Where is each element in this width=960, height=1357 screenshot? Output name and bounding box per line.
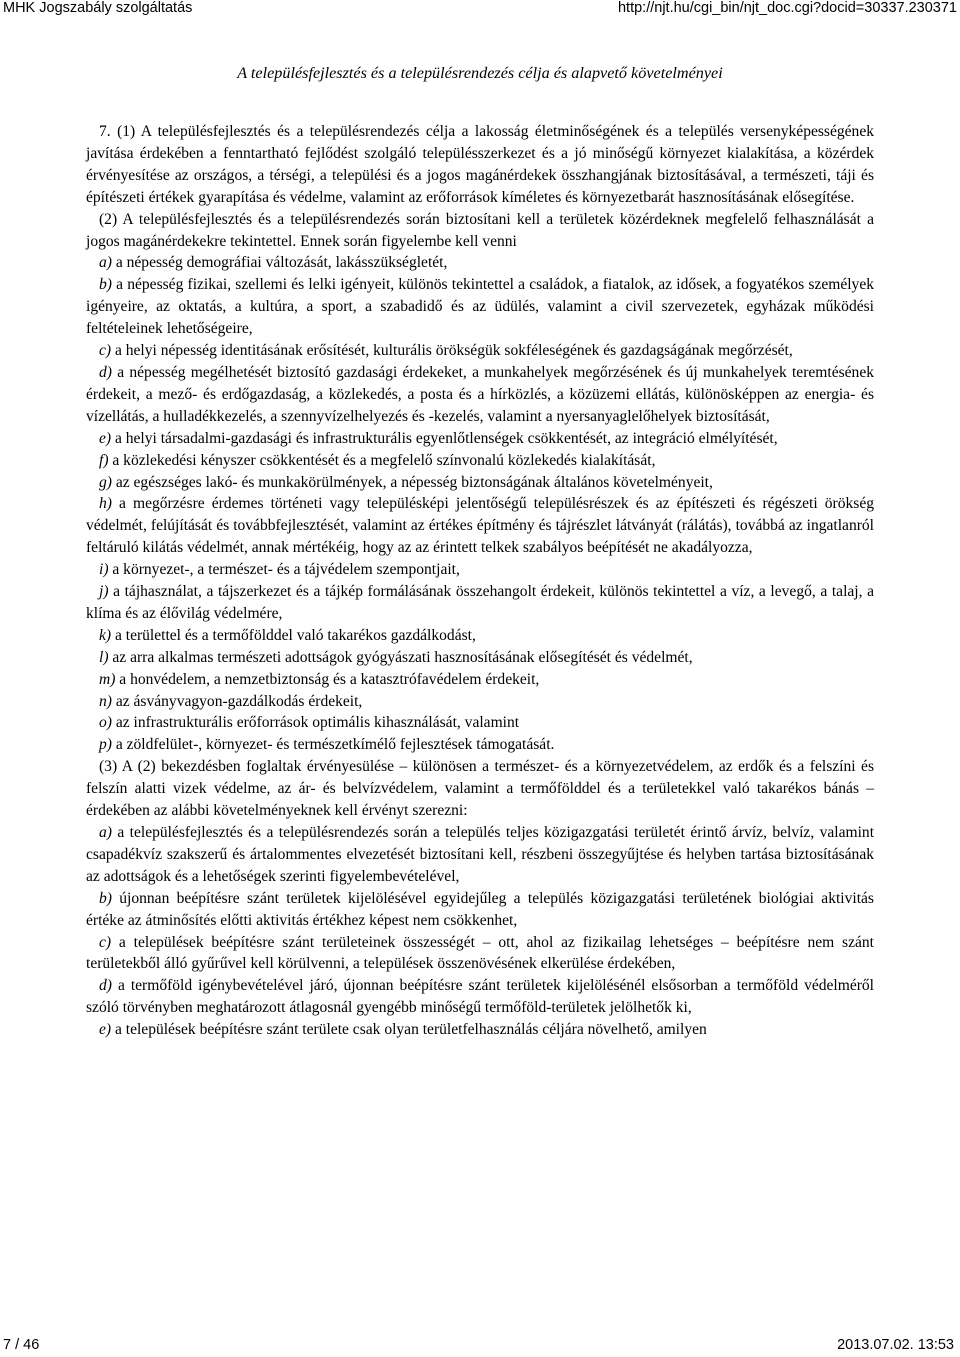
list-item: d) a termőföld igénybevételével járó, újonnan beépítésre szánt területek kijelölésénél elsősorban a termőföld védelméről szóló törvényben meghatározott átlagosnál gyengébb minőségű termőföld-területek jelölhetők ki, bbox=[86, 977, 875, 1017]
header-url[interactable]: http://njt.hu/cgi_bin/njt_doc.cgi?docid=30337.230371 bbox=[617, 0, 957, 16]
paragraph-7-3: (3) A (2) bekezdésben foglaltak érvényesülése – különösen a természet- és a környezetvédelem, az erdők és a felszíni és felszín alatti vizek védelme, az ár- és belvízvédelem, valamint a termőfölddel és a területekkel való takarékos bánás – érdekében az alábbi követelményeknek kell érvényt szerezni: bbox=[86, 758, 874, 820]
list-item: a) a népesség demográfiai változását, lakásszükségletét, bbox=[99, 254, 448, 272]
list-item: a) a településfejlesztés és a településrendezés során a település teljes közigazgatási területét érintő árvíz, belvíz, valamint csapadékvíz szakszerű és ártalommentes elvezetését biztosítani kell, részbeni összegyűjtése és helyben tartása biztosításának az adottságok és a lehetőségek szerinti figyelembevételével, bbox=[86, 824, 875, 885]
paragraph-7-1: 7. (1) A településfejlesztés és a településrendezés célja a lakosság életminőségének és a település versenyképességének javítása érdekében a fenntartható fejlődést szolgáló településszerkezet és a jó minőségű környezet kialakítása, a közérdek érvényesítése az országos, a térségi, a települési és a jogos magánérdekek összhangjának biztosításával, a természeti, táji és építészeti értékek gyarapítása és védelme, valamint az erőforrások kíméletes és környezetbarát hasznosításának elősegítése. bbox=[86, 123, 874, 206]
list-item: b) a népesség fizikai, szellemi és lelki igényeit, különös tekintettel a családok, a fiatalok, az idősek, a fogyatékos személyek igényeire, az oktatás, a kultúra, a sport, a szabadidő és az üdülés, valamint a civil szervezetek, egyházak működési feltételeinek lehetőségeire, bbox=[86, 276, 874, 338]
list-item: h) a megőrzésre érdemes történeti vagy településképi jelentőségű településrészek és az építészeti és régészeti örökség védelmét, felújítását és továbbfejlesztését, valamint az értékes építmény és tájrészlet látványát (rálátás), továbbá az ingatlanról feltáruló kilátás védelmét, annak mértékéig, hogy az az érintett telkek szabályos beépítését ne akadályozza, bbox=[86, 495, 874, 557]
page-footer bbox=[3, 1337, 954, 1354]
list-item: n) az ásványvagyon-gazdálkodás érdekeit, bbox=[99, 692, 363, 710]
list-item: m) a honvédelem, a nemzetbiztonság és a katasztrófavédelem érdekeit, bbox=[99, 670, 540, 688]
print-timestamp: 2013.07.02. 13:53 bbox=[837, 1337, 954, 1353]
list-item: c) a települések beépítésre szánt területeinek összességét – ott, ahol az fizikailag lehetséges – beépítésre nem szánt területekből álló gyűrűvel kell körülvenni, a települések összenövésének elkerülése érdekében, bbox=[86, 933, 874, 973]
document-body bbox=[86, 121, 874, 1041]
list-item: j) a tájhasználat, a tájszerkezet és a tájkép formálásának összehangolt érdekeit, különös tekintettel a víz, a levegő, a talaj, a klíma és az élővilág védelmére, bbox=[86, 583, 874, 622]
paragraph-7-2: (2) A településfejlesztés és a településrendezés során biztosítani kell a területek közérdeknek megfelelő felhasználását a jogos magánérdekekre tekintettel. Ennek során figyelembe kell venni bbox=[86, 210, 874, 250]
section-title: A településfejlesztés és a településrendezés célja és alapvető követelményei bbox=[237, 64, 723, 82]
list-item: e) a helyi társadalmi-gazdasági és infrastrukturális egyenlőtlenségek csökkentését, az integráció elmélyítését, bbox=[99, 429, 778, 447]
list-item: k) a területtel és a termőfölddel való takarékos gazdálkodást, bbox=[99, 626, 476, 644]
page-header bbox=[3, 0, 957, 17]
list-item: f) a közlekedési kényszer csökkentését és a megfelelő színvonalú közlekedés kialakítását, bbox=[99, 451, 656, 469]
list-item: b) újonnan beépítésre szánt területek kijelölésével egyidejűleg a település közigazgatási területének biológiai aktivitás értéke az átminősítés előtti aktivitás értékhez képest nem csökkenhet, bbox=[86, 889, 874, 929]
list-item: d) a népesség megélhetését biztosító gazdasági érdekeket, a munkahelyek megőrzésének és új munkahelyek teremtésének érdekeit, a mező- és erdőgazdaság, a közlekedés, a posta és a hírközlés, a közüzemi ellátás, különösképpen az energia- és vízellátás, a hulladékkezelés, a szennyvízelhelyezés és -kezelés, valamint a nyersanyaglelőhelyek biztosítását, bbox=[86, 363, 874, 425]
header-source: MHK Jogszabály szolgáltatás bbox=[3, 0, 193, 16]
list-item: i) a környezet-, a természet- és a tájvédelem szempontjait, bbox=[99, 561, 460, 579]
list-item: e) a települések beépítésre szánt területe csak olyan területfelhasználás céljára növelhető, amilyen bbox=[99, 1021, 707, 1039]
page-number: 7 / 46 bbox=[3, 1337, 40, 1353]
list-item: g) az egészséges lakó- és munkakörülmények, a népesség biztonságának általános követelményeit, bbox=[99, 473, 713, 491]
list-item: l) az arra alkalmas természeti adottságok gyógyászati hasznosításának elősegítését és védelmét, bbox=[99, 648, 693, 666]
list-item: c) a helyi népesség identitásának erősítését, kulturális örökségük sokféleségének és gazdagságának megőrzését, bbox=[99, 342, 793, 360]
list-item: o) az infrastrukturális erőforrások optimális kihasználását, valamint bbox=[99, 714, 520, 732]
list-item: p) a zöldfelület-, környezet- és természetkímélő fejlesztések támogatását. bbox=[99, 736, 555, 754]
